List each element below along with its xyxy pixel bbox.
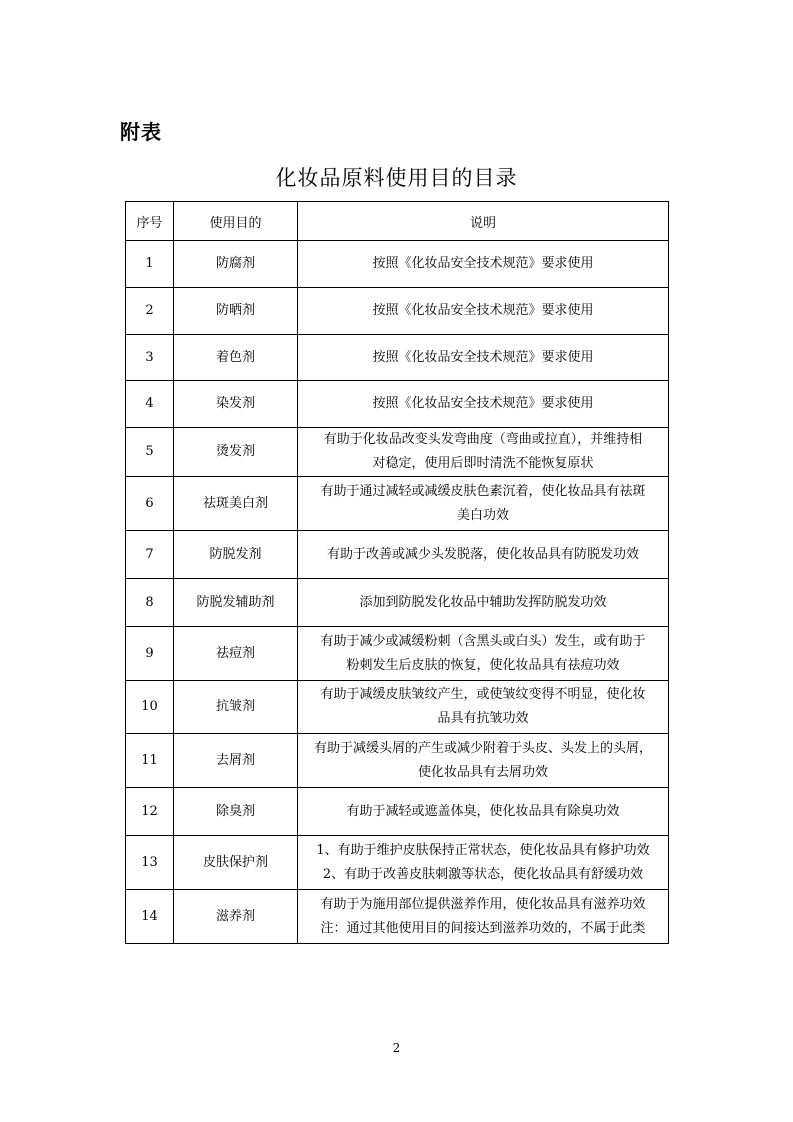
cell-no: 6 [126, 477, 174, 531]
cell-description [298, 288, 669, 335]
cell-description [298, 477, 669, 531]
cell-purpose: 防晒剂 [174, 288, 298, 335]
page-number: 2 [392, 1041, 401, 1055]
cell-description [298, 788, 669, 836]
cell-purpose: 防脱发辅助剂 [174, 579, 298, 627]
header-no: 序号 [126, 202, 174, 241]
table-row [126, 381, 669, 428]
cell-purpose: 祛斑美白剂 [174, 477, 298, 531]
cell-purpose: 皮肤保护剂 [174, 836, 298, 890]
cell-no: 11 [126, 734, 174, 788]
description-line: 美白功效 [456, 507, 509, 523]
cell-description [298, 836, 669, 890]
table-row [126, 836, 669, 890]
description-line: 有助于减少或减缓粉刺（含黑头或白头）发生，或有助于 [320, 633, 646, 649]
description-line: 按照《化妆品安全技术规范》要求使用 [372, 349, 594, 365]
cell-no: 14 [126, 890, 174, 944]
description-line: 对稳定，使用后即时清洗不能恢复原状 [372, 456, 594, 471]
cell-purpose: 祛痘剂 [174, 627, 298, 681]
cell-description [298, 890, 669, 944]
cell-no: 12 [126, 788, 174, 836]
table-row [126, 335, 669, 381]
description-line: 有助于减缓头屑的产生或减少附着于头皮、头发上的头屑， [313, 740, 652, 756]
table-row [126, 428, 669, 477]
cell-no: 13 [126, 836, 174, 890]
cell-description [298, 335, 669, 381]
cell-no: 9 [126, 627, 174, 681]
header-purpose: 使用目的 [174, 202, 298, 241]
description-line: 有助于通过减轻或减缓皮肤色素沉着，使化妆品具有祛斑 [320, 483, 646, 499]
cell-no: 1 [126, 241, 174, 288]
description-line: 有助于减轻或遮盖体臭，使化妆品具有除臭功效 [346, 803, 620, 819]
cell-purpose: 防腐剂 [174, 241, 298, 288]
table-row [126, 734, 669, 788]
table-row [126, 477, 669, 531]
cell-no: 3 [126, 335, 174, 381]
header-description: 说明 [298, 202, 669, 241]
cell-description [298, 531, 669, 579]
cell-description [298, 579, 669, 627]
description-line: 按照《化妆品安全技术规范》要求使用 [372, 256, 594, 271]
table-row [126, 627, 669, 681]
cell-purpose: 去屑剂 [174, 734, 298, 788]
cell-no: 5 [126, 428, 174, 477]
description-line: 按照《化妆品安全技术规范》要求使用 [372, 396, 594, 411]
table-row [126, 241, 669, 288]
cell-purpose: 抗皱剂 [174, 681, 298, 734]
table-body [126, 241, 669, 944]
description-line: 有助于改善或减少头发脱落，使化妆品具有防脱发功效 [326, 546, 639, 562]
page-title: 化妆品原料使用目的目录 [275, 166, 518, 190]
appendix-label: 附表 [120, 120, 162, 144]
cell-description [298, 381, 669, 428]
cell-description [298, 428, 669, 477]
table-row [126, 288, 669, 335]
table-row [126, 531, 669, 579]
purpose-table [125, 201, 669, 944]
cell-description [298, 734, 669, 788]
table-row [126, 579, 669, 627]
description-line: 使化妆品具有去屑功效 [417, 764, 548, 780]
description-line: 2、有助于改善皮肤刺激等状态，使化妆品具有舒缓功效 [322, 866, 644, 882]
cell-no: 10 [126, 681, 174, 734]
cell-purpose: 除臭剂 [174, 788, 298, 836]
cell-no: 2 [126, 288, 174, 335]
cell-purpose: 防脱发剂 [174, 531, 298, 579]
cell-description [298, 241, 669, 288]
table-header-row [126, 202, 669, 241]
table-row [126, 681, 669, 734]
cell-description [298, 681, 669, 734]
cell-no: 7 [126, 531, 174, 579]
description-line: 注：通过其他使用目的间接达到滋养功效的，不属于此类 [320, 920, 646, 936]
description-line: 有助于化妆品改变头发弯曲度（弯曲或拉直），并维持相 [323, 432, 643, 447]
description-line: 1、有助于维护皮肤保持正常状态，使化妆品具有修护功效 [316, 842, 650, 858]
description-line: 品具有抗皱功效 [437, 711, 529, 726]
cell-no: 8 [126, 579, 174, 627]
table-row [126, 890, 669, 944]
cell-purpose: 烫发剂 [174, 428, 298, 477]
cell-no: 4 [126, 381, 174, 428]
cell-purpose: 滋养剂 [174, 890, 298, 944]
description-line: 有助于减缓皮肤皱纹产生，或使皱纹变得不明显，使化妆 [320, 687, 646, 702]
cell-purpose: 染发剂 [174, 381, 298, 428]
description-line: 按照《化妆品安全技术规范》要求使用 [372, 303, 594, 318]
table-row [126, 788, 669, 836]
cell-description [298, 627, 669, 681]
description-line: 粉刺发生后皮肤的恢复，使化妆品具有祛痘功效 [346, 657, 620, 673]
description-line: 添加到防脱发化妆品中辅助发挥防脱发功效 [359, 594, 607, 610]
description-line: 有助于为施用部位提供滋养作用，使化妆品具有滋养功效 [320, 896, 646, 912]
cell-purpose: 着色剂 [174, 335, 298, 381]
